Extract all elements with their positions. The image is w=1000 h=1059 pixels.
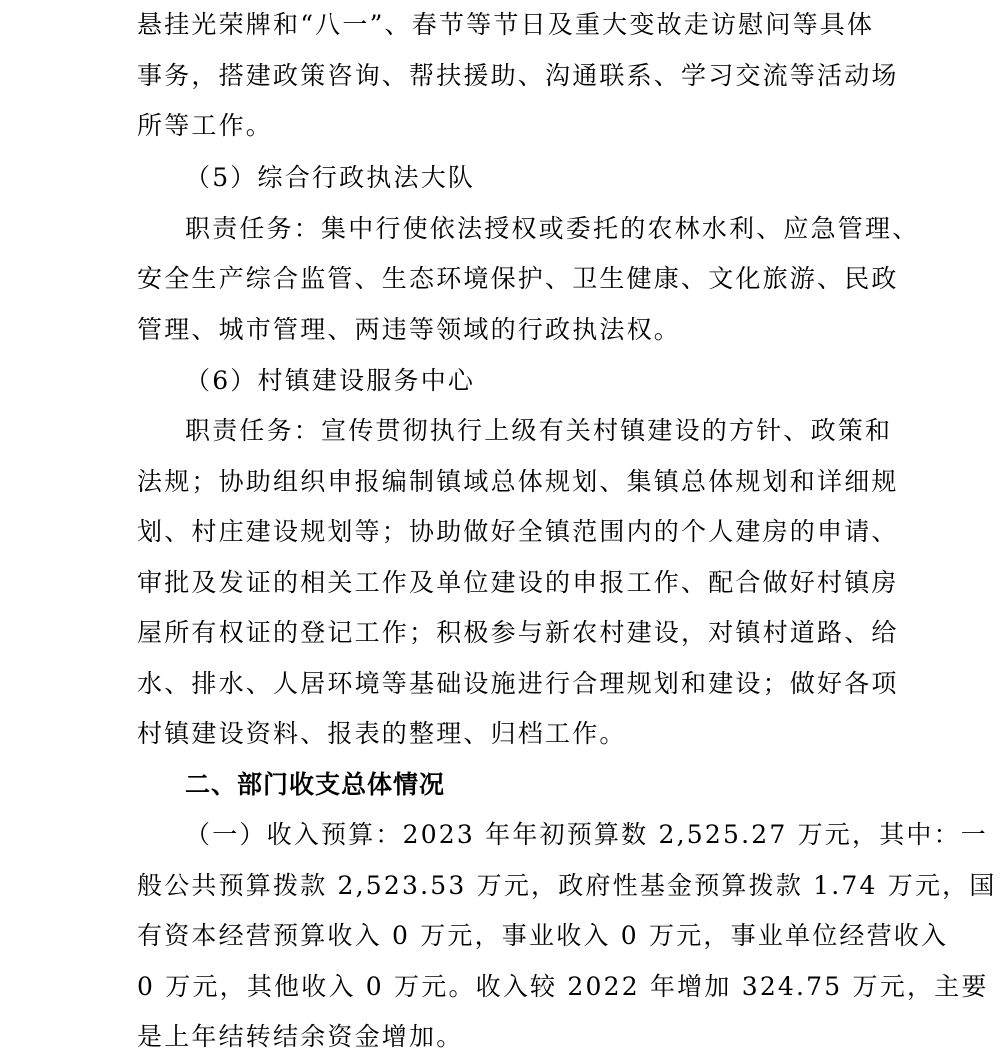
paragraph-line: 所等工作。	[137, 111, 274, 140]
paragraph-line: 法规；协助组织申报编制镇域总体规划、集镇总体规划和详细规	[137, 467, 899, 496]
paragraph-line: 悬挂光荣牌和“八一”、春节等节日及重大变故走访慰问等具体	[137, 10, 875, 39]
paragraph-line: 划、村庄建设规划等；协助做好全镇范围内的个人建房的申请、	[137, 517, 899, 546]
paragraph-line: （一）收入预算：2023 年年初预算数 2,525.27 万元，其中：一	[185, 820, 988, 849]
paragraph-line: 安全生产综合监管、生态环境保护、卫生健康、文化旅游、民政	[137, 264, 899, 293]
paragraph-line: 村镇建设资料、报表的整理、归档工作。	[137, 719, 627, 748]
paragraph-line: 是上年结转结余资金增加。	[137, 1022, 464, 1051]
paragraph-line: 般公共预算拨款 2,523.53 万元，政府性基金预算拨款 1.74 万元，国	[137, 871, 997, 900]
paragraph-line: 职责任务：集中行使依法授权或委托的农林水利、应急管理、	[185, 214, 920, 243]
paragraph-line: 审批及发证的相关工作及单位建设的申报工作、配合做好村镇房	[137, 568, 899, 597]
chapter-heading: 二、部门收支总体情况	[185, 770, 446, 799]
section-heading-5: （5）综合行政执法大队	[185, 163, 476, 192]
section-heading-6: （6）村镇建设服务中心	[185, 366, 476, 395]
paragraph-line: 0 万元，其他收入 0 万元。收入较 2022 年增加 324.75 万元，主要	[137, 972, 989, 1001]
paragraph-line: 管理、城市管理、两违等领域的行政执法权。	[137, 315, 682, 344]
paragraph-line: 事务，搭建政策咨询、帮扶援助、沟通联系、学习交流等活动场	[137, 61, 899, 90]
paragraph-line: 水、排水、人居环境等基础设施进行合理规划和建设；做好各项	[137, 669, 899, 698]
paragraph-line: 有资本经营预算收入 0 万元，事业收入 0 万元，事业单位经营收入	[137, 921, 949, 950]
paragraph-line: 职责任务：宣传贯彻执行上级有关村镇建设的方针、政策和	[185, 416, 893, 445]
paragraph-line: 屋所有权证的登记工作；积极参与新农村建设，对镇村道路、给	[137, 618, 899, 647]
